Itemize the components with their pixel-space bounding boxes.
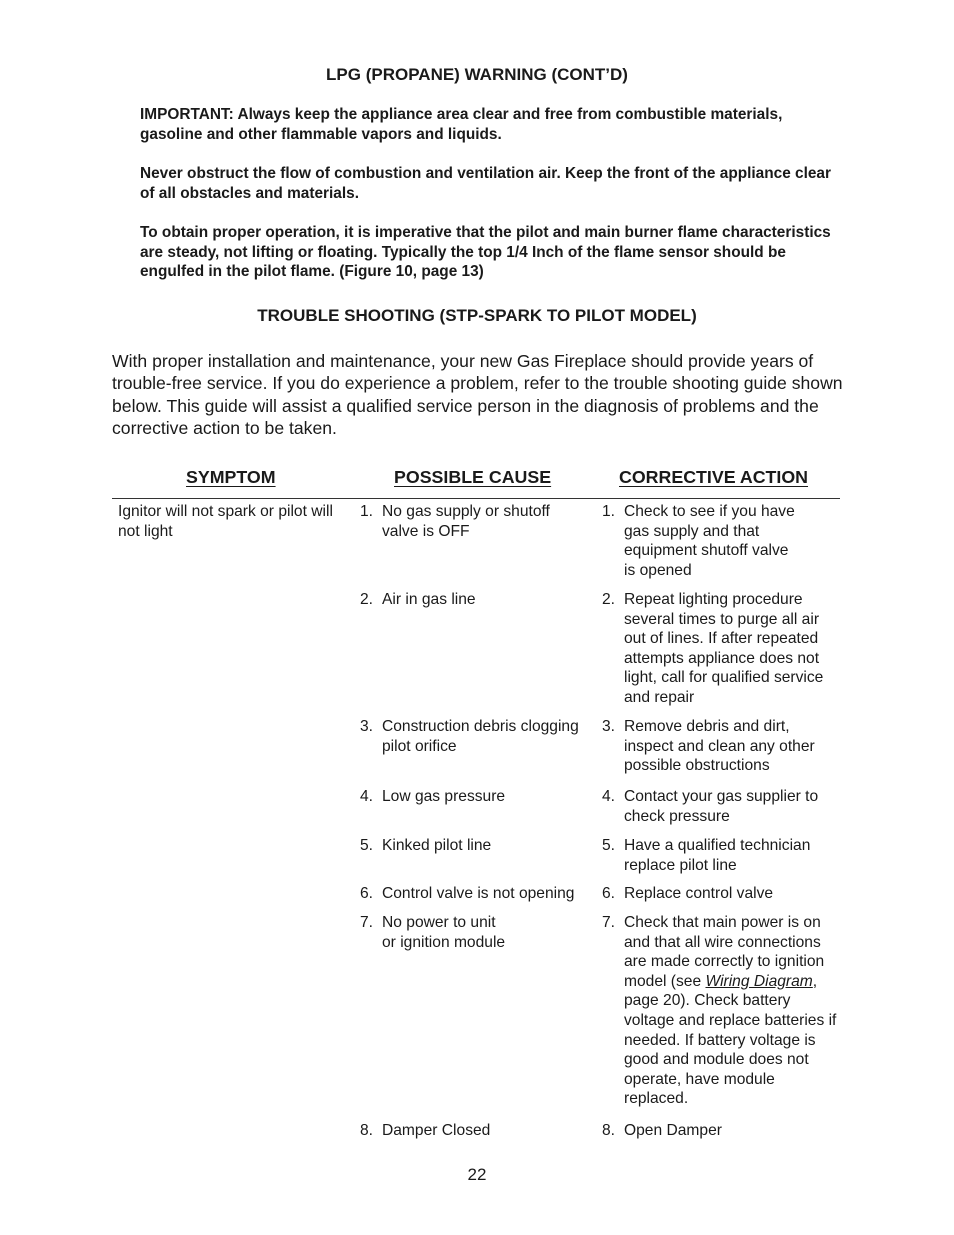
item-number: 3. bbox=[602, 718, 616, 735]
warning-paragraph: To obtain proper operation, it is imperative that the pilot and main burner flame characteristics are steady, not lifting or floating. Typically the top 1/4 Inch of the flame sensor should be engulfed in the pilot flame. (Figure 10, page 13) bbox=[140, 224, 831, 280]
action-item bbox=[602, 717, 842, 776]
item-number: 3. bbox=[360, 718, 374, 735]
action-item bbox=[602, 836, 842, 875]
cause-item bbox=[360, 787, 600, 807]
cause-text: No gas supply or shutoff valve is OFF bbox=[382, 503, 550, 540]
column-header-cause: POSSIBLE CAUSE bbox=[394, 467, 552, 487]
item-number: 4. bbox=[360, 788, 374, 805]
item-number: 6. bbox=[602, 885, 616, 902]
action-item bbox=[602, 884, 842, 904]
action-item bbox=[602, 590, 842, 708]
action-text: Remove debris and dirt, inspect and clean any other possible obstructions bbox=[624, 718, 815, 775]
cause-text: Control valve is not opening bbox=[382, 885, 575, 902]
item-number: 8. bbox=[602, 1122, 616, 1139]
action-item bbox=[602, 502, 842, 580]
action-text-part: Check that main power is on and that all wire connections are made correctly to ignition model (see bbox=[624, 914, 825, 990]
item-number: 8. bbox=[360, 1122, 374, 1139]
item-number: 7. bbox=[360, 914, 374, 931]
cause-item bbox=[360, 502, 600, 541]
cause-text: Air in gas line bbox=[382, 591, 476, 608]
action-text: Repeat lighting procedure several times to purge all air out of lines. If after repeated attempts appliance does not light, call for qualified service and repair bbox=[624, 591, 824, 706]
cause-item bbox=[360, 717, 600, 756]
item-number: 6. bbox=[360, 885, 374, 902]
cause-text: Kinked pilot line bbox=[382, 837, 492, 854]
action-item bbox=[602, 787, 842, 826]
symptom-cell: Ignitor will not spark or pilot will not light bbox=[118, 503, 333, 540]
table-divider bbox=[112, 498, 840, 499]
cause-item bbox=[360, 590, 600, 610]
action-text: Check to see if you have gas supply and that equipment shutoff valve is opened bbox=[624, 503, 795, 579]
cause-text: Damper Closed bbox=[382, 1122, 491, 1139]
cause-text: Low gas pressure bbox=[382, 788, 506, 805]
item-number: 5. bbox=[360, 837, 374, 854]
warning-paragraph: Never obstruct the flow of combustion and ventilation air. Keep the front of the appliance clear of all obstacles and materials. bbox=[140, 165, 831, 202]
item-number: 5. bbox=[602, 837, 616, 854]
column-header-symptom: SYMPTOM bbox=[186, 467, 276, 487]
section-title: TROUBLE SHOOTING (STP-SPARK TO PILOT MODEL) bbox=[257, 306, 697, 325]
wiring-diagram-link[interactable]: Wiring Diagram bbox=[705, 972, 813, 990]
cause-item bbox=[360, 1121, 600, 1141]
column-header-action: CORRECTIVE ACTION bbox=[619, 467, 809, 487]
action-text: Replace control valve bbox=[624, 885, 774, 902]
item-number: 1. bbox=[602, 503, 616, 520]
page-title: LPG (PROPANE) WARNING (CONT’D) bbox=[326, 65, 628, 84]
item-number: 4. bbox=[602, 788, 616, 805]
item-number: 7. bbox=[602, 914, 616, 931]
item-number: 1. bbox=[360, 503, 374, 520]
cause-text: Construction debris clogging pilot orifice bbox=[382, 718, 579, 755]
action-text-part: , page 20). Check battery voltage and replace batteries if needed. If battery voltage is good and module does not operate, have module replaced. bbox=[624, 972, 837, 1108]
action-text bbox=[624, 913, 842, 1109]
item-number: 2. bbox=[602, 591, 616, 608]
cause-item bbox=[360, 913, 600, 952]
action-text: Contact your gas supplier to check pressure bbox=[624, 788, 819, 825]
page-number: 22 bbox=[467, 1165, 487, 1184]
action-item bbox=[602, 913, 842, 1109]
action-item bbox=[602, 1121, 842, 1141]
warning-paragraph: IMPORTANT: Always keep the appliance area clear and free from combustible materials, gasoline and other flammable vapors and liquids. bbox=[140, 106, 783, 143]
intro-paragraph: With proper installation and maintenance, your new Gas Fireplace should provide years of trouble-free service. If you do experience a problem, refer to the trouble shooting guide shown below. This guide will assist a qualified service person in the diagnosis of problems and the corrective action to be taken. bbox=[112, 351, 843, 438]
cause-text: No power to unit or ignition module bbox=[382, 914, 506, 951]
item-number: 2. bbox=[360, 591, 374, 608]
action-text: Open Damper bbox=[624, 1122, 722, 1139]
action-text: Have a qualified technician replace pilot line bbox=[624, 837, 811, 874]
cause-item bbox=[360, 836, 600, 856]
cause-item bbox=[360, 884, 600, 904]
